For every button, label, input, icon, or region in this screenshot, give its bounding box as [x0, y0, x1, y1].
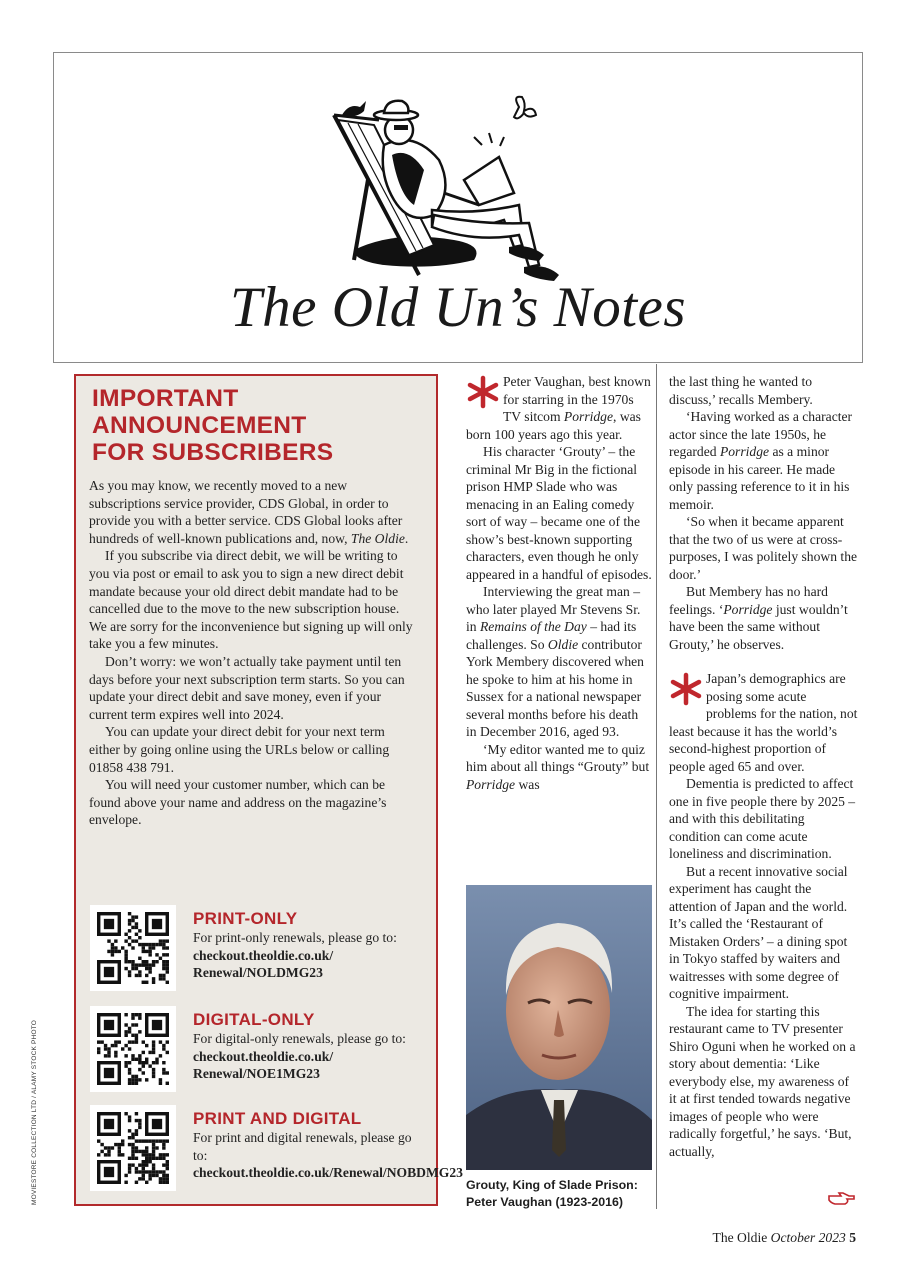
- article-paragraph: But a recent innovative social experiment has caught the attention of Japan and the world. It’s called the ‘Restaurant of Mistaken Orders’ – a dining spot in Tokyo staffed by waiters and waitresses with some degree of cognitive impairment.: [669, 863, 848, 1001]
- qr-code-icon[interactable]: [90, 1006, 176, 1092]
- renewal-heading: DIGITAL-ONLY: [193, 1010, 315, 1029]
- pointing-hand-icon: [827, 1190, 855, 1208]
- renewal-heading: PRINT-ONLY: [193, 909, 298, 928]
- article-paragraph: The idea for starting this restaurant came to TV presenter Shiro Oguni when he worked on a story about dementia: ‘Like everybody else, my awareness of it at first tended towards negative images of people who were radically forgetful,’ he says. ‘But, actually,: [669, 1003, 856, 1159]
- announcement-paragraph: You can update your direct debit for your next term either by going online using the URLs below or calling 01858 438 791.: [89, 724, 390, 775]
- renewal-link[interactable]: checkout.theoldie.co.uk/ Renewal/NOE1MG23: [193, 1048, 334, 1081]
- renewal-print-and-digital: [90, 1105, 463, 1193]
- renewal-heading: PRINT AND DIGITAL: [193, 1109, 362, 1128]
- article-paragraph: Dementia is predicted to affect one in five people there by 2025 – and with this debilitating condition can come acute loneliness and discrimination.: [669, 776, 856, 861]
- renewal-link[interactable]: checkout.theoldie.co.uk/ Renewal/NOLDMG23: [193, 947, 334, 980]
- article-paragraph: ‘My editor wanted me to quiz him about all things “Grouty” but Porridge was: [466, 741, 650, 792]
- article-paragraph: His character ‘Grouty’ – the criminal Mr Big in the fictional prison HMP Slade who was menacing in an Ealing comedy sort of way – became one of the show’s best-known supporting characters, even though he only appeared in a handful of episodes.: [466, 444, 652, 582]
- page-title: The Old Un’s Notes: [229, 276, 687, 339]
- renewal-link[interactable]: checkout.theoldie.co.uk/Renewal/NOBDMG23: [193, 1165, 463, 1180]
- article-paragraph: Peter Vaughan, best known for starring in the 1970s TV sitcom Porridge, was born 100 years ago this year.: [466, 374, 651, 442]
- photo-caption: Grouty, King of Slade Prison: Peter Vaughan (1923-2016): [466, 1178, 638, 1209]
- announcement-heading: IMPORTANT ANNOUNCEMENT FOR SUBSCRIBERS: [92, 385, 334, 466]
- renewal-text: For digital-only renewals, please go to: checkout.theoldie.co.uk/ Renewal/NOE1MG23: [193, 1031, 406, 1081]
- announcement-box: [74, 374, 463, 1206]
- column-divider: [656, 364, 657, 1209]
- article-paragraph: Japan’s demographics are posing some acute problems for the nation, not least because it has the world’s second-highest proportion of people aged 65 and over.: [669, 671, 858, 774]
- photo-credit: MOVIESTORE COLLECTION LTD / ALAMY STOCK PHOTO: [31, 1019, 38, 1205]
- asterisk-icon: [466, 375, 500, 409]
- announcement-body: [89, 477, 419, 829]
- peter-vaughan-photo: [466, 885, 652, 1170]
- article-paragraph: Interviewing the great man – who later played Mr Stevens Sr. in Remains of the Day – had its challenges. So Oldie contributor York Membery discovered when he spoke to him at his home in Sussex for a national newspaper several months before his death in December 2016, aged 93.: [466, 584, 644, 739]
- renewal-text: For print-only renewals, please go to: checkout.theoldie.co.uk/ Renewal/NOLDMG23: [193, 930, 397, 980]
- qr-code-icon[interactable]: [90, 905, 176, 991]
- renewal-digital-only: [90, 1006, 420, 1094]
- article-column-continued: [669, 373, 859, 1160]
- announcement-paragraph: You will need your customer number, which can be found above your name and address on the magazine’s envelope.: [89, 777, 387, 828]
- article-paragraph: ‘Having worked as a character actor since the late 1950s, he regarded Porridge as a minor episode in his career. He made only passing reference to it in his memoir.: [669, 409, 853, 512]
- qr-code-icon[interactable]: [90, 1105, 176, 1191]
- masthead: [53, 52, 863, 363]
- article-paragraph: ‘So when it became apparent that the two of us were at cross-purposes, I was politely shown the door.’: [669, 514, 858, 582]
- article-column-peter-vaughan: [466, 373, 652, 793]
- article-paragraph: But Membery has no hard feelings. ‘Porridge just wouldn’t have been the same without Grouty,’ he observes.: [669, 584, 848, 652]
- announcement-paragraph: If you subscribe via direct debit, we will be writing to you via post or email to ask you to sign a new direct debit mandate because your old direct debit mandate had to be cancelled due to the move to the new subscription house. We are sorry for the inconvenience but signing up will only take you a few minutes.: [89, 548, 413, 652]
- renewal-print-only: [90, 905, 420, 993]
- announcement-paragraph: Don’t worry: we won’t actually take payment until ten days before your next subscription term starts. So you can update your direct debit and save money, even if your current term expires well into 2024.: [89, 653, 405, 722]
- renewal-text: For print and digital renewals, please go to: checkout.theoldie.co.uk/Renewal/NOBDMG23: [193, 1130, 463, 1180]
- page-footer: The Oldie October 2023 5: [712, 1230, 856, 1245]
- asterisk-icon: [669, 672, 703, 706]
- article-paragraph: the last thing he wanted to discuss,’ recalls Membery.: [669, 374, 813, 407]
- announcement-paragraph: As you may know, we recently moved to a new subscriptions service provider, CDS Global, in order to provide you with a better service. CDS Global looks after hundreds of well-known publications and, now, The Oldie.: [89, 478, 409, 546]
- deckchair-illustration: [314, 75, 614, 295]
